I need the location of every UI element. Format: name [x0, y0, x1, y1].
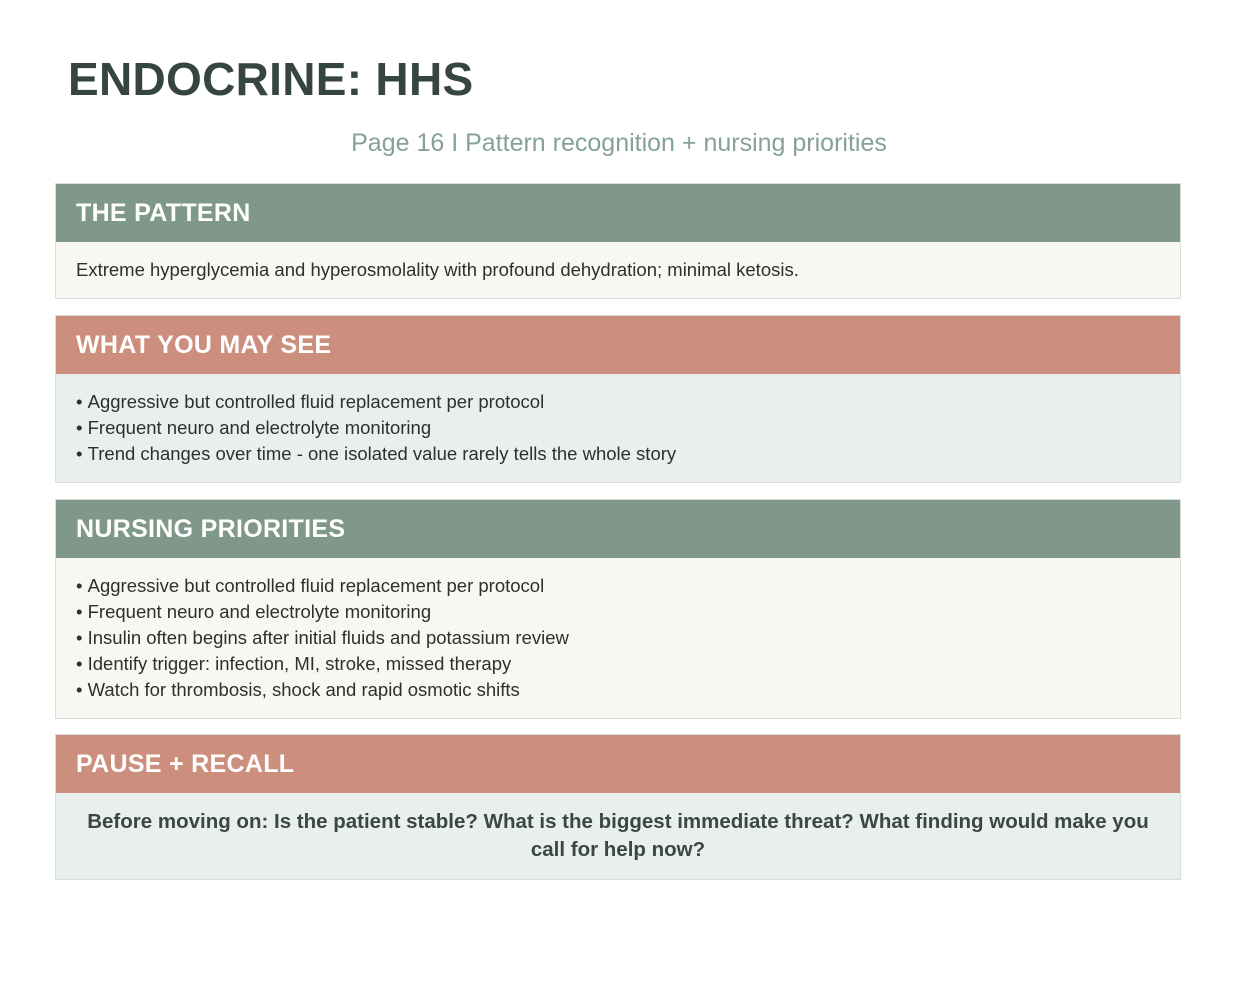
recall-heading: PAUSE + RECALL — [56, 735, 1180, 793]
may-see-body — [56, 374, 1180, 482]
priorities-heading: NURSING PRIORITIES — [56, 500, 1180, 558]
list-item: • Watch for thrombosis, shock and rapid osmotic shifts — [76, 677, 1160, 703]
pattern-text: Extreme hyperglycemia and hyperosmolality with profound dehydration; minimal ketosis. — [76, 259, 799, 280]
recall-body — [56, 793, 1180, 879]
list-item: • Frequent neuro and electrolyte monitoring — [76, 599, 1160, 625]
list-item: • Trend changes over time - one isolated value rarely tells the whole story — [76, 441, 1160, 467]
may-see-card — [55, 315, 1181, 483]
list-item: • Aggressive but controlled fluid replacement per protocol — [76, 573, 1160, 599]
page-subtitle: Page 16 I Pattern recognition + nursing priorities — [351, 129, 887, 157]
priorities-body — [56, 558, 1180, 718]
may-see-heading: WHAT YOU MAY SEE — [56, 316, 1180, 374]
list-item: • Aggressive but controlled fluid replacement per protocol — [76, 389, 1160, 415]
list-item: • Insulin often begins after initial fluids and potassium review — [76, 625, 1160, 651]
page-title: ENDOCRINE: HHS — [68, 53, 474, 105]
recall-question: Before moving on: Is the patient stable? What is the biggest immediate threat? What finding would make you call for help now? — [87, 810, 1149, 861]
list-item: • Identify trigger: infection, MI, stroke, missed therapy — [76, 651, 1160, 677]
pattern-body — [56, 242, 1180, 298]
pattern-heading: THE PATTERN — [56, 184, 1180, 242]
list-item: • Frequent neuro and electrolyte monitoring — [76, 415, 1160, 441]
pattern-card — [55, 183, 1181, 299]
recall-card — [55, 734, 1181, 880]
priorities-card — [55, 499, 1181, 719]
